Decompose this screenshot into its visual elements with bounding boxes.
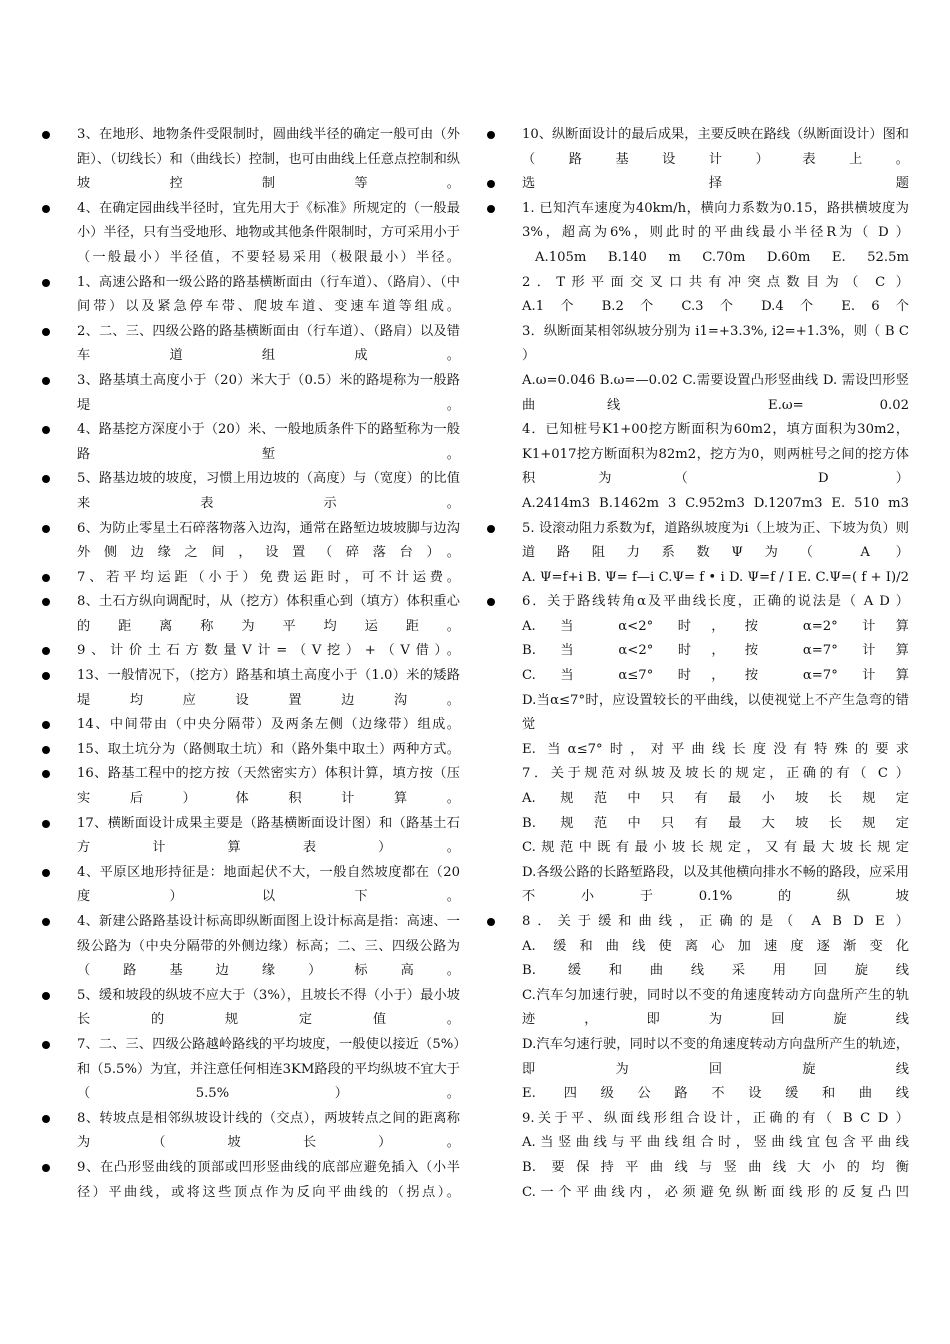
right-item-20 (485, 812, 909, 837)
bullet-icon (487, 205, 495, 213)
bullet-icon (42, 205, 50, 213)
left-item-text: 2、二、三、四级公路的路基横断面由（行车道）、（路肩）以及错车道组成。 (77, 323, 460, 364)
right-item-text: E. 当α≤7°时，对平曲线长度没有特殊的要求 (522, 741, 909, 757)
right-item-8 (485, 418, 909, 492)
bullet-icon (42, 918, 50, 926)
right-item-11 (485, 566, 909, 591)
bullet-icon (487, 918, 495, 926)
right-item-text: A.105m B.140 m C.70m D.60m E. 52.5m (535, 249, 909, 265)
left-item-text: 3、在地形、地物条件受限制时，圆曲线半径的确定一般可由（外距）、（切线长）和（曲线长）控制，也可由曲线上任意点控制和纵坡控制等。 (77, 127, 460, 192)
left-item-21 (40, 1156, 460, 1205)
right-item-25 (485, 959, 909, 984)
bullet-icon (42, 770, 50, 778)
left-item-text: 17、横断面设计成果主要是（路基横断面设计图）和（路基土石方计算表）。 (77, 815, 460, 856)
right-item-text: B. 当 α<2° 时，按 α=7° 计算 (522, 643, 909, 659)
right-item-text: 4．已知桩号K1+00挖方断面积为60m2，填方面积为30m2，K1+017挖方断面积为82m2，挖方为0，则两桩号之间的挖方体积为（ D ） (522, 422, 909, 487)
right-item-text: B. 要保持平曲线与竖曲线大小的均衡 (522, 1159, 909, 1175)
bullet-icon (487, 598, 495, 606)
bullet-icon (42, 721, 50, 729)
right-item-text: A. 当 α<2° 时，按 α=2° 计算 (522, 618, 909, 634)
left-item-text: 6、为防止零星土石碎落物落入边沟，通常在路堑边坡坡脚与边沟外侧边缘之间，设置（碎落台）。 (77, 520, 460, 561)
bullet-icon (42, 1041, 50, 1049)
left-item-text: 4、新建公路路基设计标高即纵断面图上设计标高是指：高速、一级公路为（中央分隔带的外侧边缘）标高；二、三、四级公路为（路基边缘）标高。 (77, 914, 460, 979)
left-item-text: 13、一般情况下，（挖方）路基和填土高度小于（1.0）米的矮路堤均应设置边沟。 (77, 668, 460, 708)
right-item-text: E. 四级公路不设缓和曲线 (522, 1086, 909, 1102)
right-item-29 (485, 1107, 909, 1132)
left-item-14 (40, 762, 460, 811)
right-item-28 (485, 1082, 909, 1107)
bullet-icon (487, 525, 495, 533)
right-item-21 (485, 836, 909, 861)
left-item-text: 7、若平均运距（小于）免费运距时，可不计运费。 (77, 569, 460, 585)
left-item-text: 14、中间带由（中央分隔带）及两条左侧（边缘带）组成。 (77, 717, 460, 733)
right-item-text: 2．T形平面交叉口共有冲突点数目为（ C ） (522, 274, 909, 290)
left-item-6 (40, 467, 460, 516)
left-item-text: 4、在确定园曲线半径时，宜先用大于《标准》所规定的（一般最小）半径，只有当受地形、地物或其他条件限制时，方可采用小于（一般最小）半径值，不要轻易采用（极限最小）半径。 (77, 200, 460, 265)
right-item-text: B. 缓和曲线采用回旋线 (522, 963, 909, 979)
left-item-13 (40, 738, 460, 763)
left-item-20 (40, 1107, 460, 1156)
left-item-11 (40, 664, 460, 713)
right-item-30 (485, 1131, 909, 1156)
bullet-icon (42, 1115, 50, 1123)
right-item-text: A.当竖曲线与平曲线组合时，竖曲线宜包含平曲线 (522, 1135, 909, 1151)
bullet-icon (487, 180, 495, 188)
right-item-text: 10、纵断面设计的最后成果，主要反映在路线（纵断面设计）图和（路基设计）表上。 (522, 127, 909, 167)
left-item-text: 16、路基工程中的挖方按（天然密实方）体积计算，填方按（压实后）体积计算。 (77, 766, 460, 807)
bullet-icon (42, 746, 50, 754)
right-item-text: C.一个平曲线内，必须避免纵断面线形的反复凸凹 (522, 1184, 909, 1200)
right-item-5 (485, 295, 909, 320)
bullet-icon (42, 598, 50, 606)
right-item-text: 选择题 (522, 176, 909, 192)
left-item-9 (40, 590, 460, 639)
bullet-icon (487, 131, 495, 139)
left-item-text: 5、路基边坡的坡度，习惯上用边坡的（高度）与（宽度）的比值来表示。 (77, 471, 460, 511)
right-item-text: 5. 设滚动阻力系数为f，道路纵坡度为i（上坡为正、下坡为负）则道路阻力系数Ψ为（ A ） (522, 520, 909, 561)
right-item-13 (485, 615, 909, 640)
left-item-text: 7、二、三、四级公路越岭路线的平均坡度，一般使以接近（5%）和（5.5%）为宜，并注意任何相连3KM路段的平均纵坡不宜大于（5.5%）。 (77, 1036, 460, 1102)
right-item-9 (485, 492, 909, 517)
right-item-text: 6．关于路线转角α及平曲线长度，正确的说法是（ A D ） (522, 594, 909, 610)
bullet-icon (42, 820, 50, 828)
right-item-17 (485, 738, 909, 763)
bullet-icon (42, 672, 50, 680)
right-item-text: C. 当 α≤7° 时，按 α=7° 计算 (522, 668, 909, 684)
right-item-text: A.ω=0.046 B.ω=—0.02 C.需要设置凸形竖曲线 D. 需设凹形竖曲线 E.ω= 0.02 (522, 372, 909, 413)
right-item-text: A. 规范中只有最小坡长规定 (522, 791, 909, 807)
right-item-31 (485, 1156, 909, 1181)
right-item-26 (485, 984, 909, 1033)
bullet-icon (42, 869, 50, 877)
left-item-text: 8、土石方纵向调配时，从（挖方）体积重心到（填方）体积重心的距离称为平均运距。 (77, 594, 460, 634)
left-item-text: 9、在凸形竖曲线的顶部或凹形竖曲线的底部应避免插入（小半径）平曲线，或将这些顶点作为反向平曲线的（拐点）。 (77, 1159, 460, 1200)
left-item-17 (40, 910, 460, 984)
left-item-text: 1、高速公路和一级公路的路基横断面由（行车道）、（路肩）、（中间带）以及紧急停车带、爬坡车道、变速车道等组成。 (77, 274, 460, 315)
right-item-text: 7．关于规范对纵坡及坡长的规定，正确的有（ C ） (522, 766, 909, 782)
bullet-icon (42, 574, 50, 582)
right-item-19 (485, 787, 909, 812)
left-item-1 (40, 197, 460, 271)
right-item-7 (485, 369, 909, 418)
right-item-15 (485, 664, 909, 689)
left-item-4 (40, 369, 460, 418)
left-item-text: 8、转坡点是相邻纵坡设计线的（交点），两坡转点之间的距离称为（坡长）。 (77, 1110, 460, 1151)
left-item-8 (40, 566, 460, 591)
bullet-icon (42, 328, 50, 336)
right-item-text: D.当α≤7°时，应设置较长的平曲线，以使视觉上不产生急弯的错觉 (522, 692, 909, 733)
right-item-text: A.1 个 B.2 个 C.3 个 D.4 个 E. 6 个 (522, 299, 909, 315)
left-item-text: 3、路基填土高度小于（20）米大于（0.5）米的路堤称为一般路堤。 (77, 372, 460, 413)
right-item-text: A. Ψ=f+i B. Ψ= f—i C.Ψ= f • i D. Ψ=f / I E. C.Ψ=( f + I)/2 (522, 569, 909, 585)
left-item-0 (40, 123, 460, 197)
right-item-text: 1. 已知汽车速度为40km/h，横向力系数为0.15，路拱横坡度为3%，超高为6%，则此时的平曲线最小半径R为（ D ） (522, 200, 909, 241)
right-item-6 (485, 320, 909, 369)
bullet-icon (42, 992, 50, 1000)
bullet-icon (42, 279, 50, 287)
right-item-4 (485, 271, 909, 296)
right-item-14 (485, 639, 909, 664)
right-item-text: D.各级公路的长路堑路段，以及其他横向排水不畅的路段，应采用不小于0.1%的纵坡 (522, 864, 909, 905)
right-item-0 (485, 123, 909, 172)
bullet-icon (42, 525, 50, 533)
left-item-2 (40, 271, 460, 320)
right-item-text: D.汽车匀速行驶，同时以不变的角速度转动方向盘所产生的轨迹，即为回旋线 (522, 1036, 909, 1077)
right-item-text: A. 缓和曲线使离心加速度逐渐变化 (522, 938, 909, 954)
right-item-1 (485, 172, 909, 197)
bullet-icon (42, 131, 50, 139)
right-item-12 (485, 590, 909, 615)
left-item-16 (40, 861, 460, 910)
right-item-text: C.规范中既有最小坡长规定，又有最大坡长规定 (522, 840, 909, 856)
right-item-16 (485, 689, 909, 738)
left-item-text: 9、计价土石方数量V计=（V挖）+（V借）。 (77, 643, 460, 659)
right-item-text: A.2414m3 B.1462m 3 C.952m3 D.1207m3 E. 510 m3 (522, 495, 909, 511)
left-item-15 (40, 812, 460, 861)
bullet-icon (42, 377, 50, 385)
right-item-32 (485, 1181, 909, 1206)
right-item-27 (485, 1033, 909, 1082)
left-item-text: 4、路基挖方深度小于（20）米、一般地质条件下的路堑称为一般路堑。 (77, 422, 460, 462)
right-item-2 (485, 197, 909, 246)
left-item-19 (40, 1033, 460, 1107)
right-item-text: 3．纵断面某相邻纵坡分别为 i1=+3.3%, i2=+1.3%，则（ B C ） (522, 323, 909, 364)
bullet-icon (42, 426, 50, 434)
bullet-icon (42, 475, 50, 483)
right-item-10 (485, 517, 909, 566)
right-item-3 (485, 246, 909, 271)
right-item-text: 9.关于平、纵面线形组合设计，正确的有（ B C D ） (522, 1110, 909, 1126)
right-item-18 (485, 762, 909, 787)
right-item-23 (485, 910, 909, 935)
right-item-text: C.汽车匀加速行驶，同时以不变的角速度转动方向盘所产生的轨迹，即为回旋线 (522, 987, 909, 1028)
left-item-text: 15、取土坑分为（路侧取土坑）和（路外集中取土）两种方式。 (77, 741, 460, 757)
left-item-10 (40, 639, 460, 664)
right-item-22 (485, 861, 909, 910)
right-item-24 (485, 935, 909, 960)
left-item-7 (40, 517, 460, 566)
left-item-text: 5、缓和坡段的纵坡不应大于（3%），且坡长不得（小于）最小坡长的规定值。 (77, 987, 460, 1028)
left-item-5 (40, 418, 460, 467)
left-item-3 (40, 320, 460, 369)
left-column (40, 123, 460, 1205)
right-column (485, 123, 909, 1205)
left-item-18 (40, 984, 460, 1033)
bullet-icon (42, 647, 50, 655)
right-item-text: 8．关于缓和曲线，正确的是（ A B D E ） (522, 914, 909, 929)
left-item-text: 4、平原区地形持征是：地面起伏不大，一般自然坡度都在（20度）以下。 (77, 864, 460, 905)
right-item-text: B. 规范中只有最大坡长规定 (522, 815, 909, 831)
left-item-12 (40, 713, 460, 738)
bullet-icon (42, 1164, 50, 1172)
